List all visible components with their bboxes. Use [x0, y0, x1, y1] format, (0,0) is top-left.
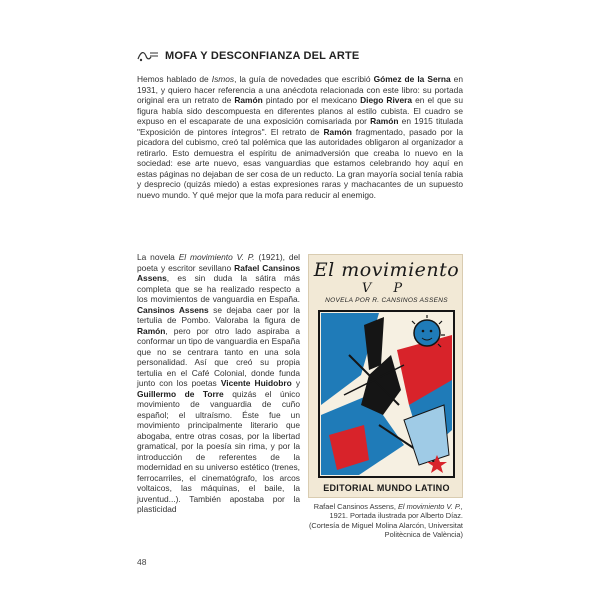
- body-paragraph-2: [137, 252, 300, 515]
- text-run: en el que su figura había sido descompuesta en diferentes planos al estilo cubista. El cuadro se expuso en el escaparate de una exposición comisariada por: [137, 95, 463, 126]
- text-run: pintado por el mexicano: [262, 95, 361, 105]
- cover-author-line: NOVELA POR R. CANSINOS ASSENS: [325, 297, 448, 304]
- text-run: Hemos hablado de: [137, 74, 212, 84]
- sun-shape: [414, 320, 440, 346]
- text-run: quizás el único movimiento de vanguardia de cuño español; el ultraísmo. Éste fue un movimiento principalmente literario que abogaba, entre otras cosas, por la libertad gramatical, por la poesía sin rima, y por la introducción de referentes de la modernidad en su universo estético (trenes, ferrocarriles, el cinematógrafo, los arcos voltaicos, las máquinas, el baile, la juventud...). También apostaba por la plasticidad: [137, 388, 300, 514]
- book-cover-illustration: [308, 254, 463, 498]
- text-run: en 1915 titulada "Exposición de pintores íntegros". El retrato de: [137, 116, 463, 137]
- text-run: 1921. Portada ilustrada por Alberto Díaz. (Cortesía de Miguel Molina Alarcón, Universitat Politècnica de València): [308, 511, 463, 540]
- bold-name: Ramón: [323, 126, 352, 137]
- cover-vp: V P: [361, 281, 412, 296]
- bold-name: Ramón: [234, 95, 263, 105]
- italic-title: El movimiento V. P.: [178, 252, 255, 262]
- text-run: La novela: [137, 252, 179, 262]
- bold-name: Guillermo de Torre: [137, 388, 224, 399]
- italic-title: El movimiento V. P.,: [397, 502, 463, 511]
- text-run: en 1931, y quiero hacer referencia a una anécdota relacionada con este libro: su portada original era un retrato de: [137, 74, 464, 105]
- figure-caption: [300, 502, 463, 540]
- page-number: 48: [137, 557, 147, 567]
- chapter-title: MOFA Y DESCONFIANZA DEL ARTE: [165, 50, 360, 62]
- body-paragraph-1: [137, 74, 463, 200]
- bold-name: Ramón: [137, 325, 166, 336]
- text-run: , es sin duda la sátira más completa que se ha realizado respecto a los movimientos de vanguardia en España.: [137, 273, 300, 304]
- text-run: , pero por otro lado aspiraba a conformar un tipo de vanguardia en España que no se centrara tanto en una sola personalidad. Así que creó su propia tertulia en el Café Colonial, donde funda junto con los poetas: [137, 325, 300, 388]
- text-run: fragmentado, pasado por la picadora del cubismo, creó tal polémica que las autoridades obligaron al organizador a retirarlo. Esto demuestra el espíritu de animadversión que creaba lo nuevo en la sociedad: ese arte nuevo, esas vanguardias que estamos celebrando hoy aquí en estas páginas no dejaban de ser cosa de un reducto. La gran mayoría social tenía rabia y desprecio (quizás miedo) a estas expresiones raras y machacantes de un supuesto nuevo mundo. Y qué mejor que la mofa para reducir al enemigo.: [137, 126, 463, 200]
- text-run: Rafael Cansinos Assens,: [313, 502, 398, 511]
- bold-name: Vicente Huidobro: [220, 378, 292, 388]
- cover-title: El movimiento: [313, 259, 460, 281]
- bold-name: Gómez de la Serna: [373, 74, 451, 84]
- text-run: , la guía de novedades que escribió: [234, 74, 374, 84]
- text-run: y: [291, 378, 301, 388]
- chapter-header: [137, 48, 467, 66]
- text-run: (1921), del poeta y escritor sevillano: [137, 252, 301, 273]
- text-run: se dejaba caer por la tertulia de Pombo. Valoraba la figura de: [137, 304, 300, 325]
- bold-name: Cansinos Assens: [137, 304, 209, 315]
- bold-name: Ramón: [370, 116, 399, 126]
- bold-name: Rafael Cansinos Assens: [137, 262, 300, 283]
- cover-publisher: EDITORIAL MUNDO LATINO: [323, 483, 450, 493]
- bold-name: Diego Rivera: [360, 95, 413, 105]
- italic-title: Ismos: [211, 74, 235, 84]
- ornament-icon: [137, 49, 159, 63]
